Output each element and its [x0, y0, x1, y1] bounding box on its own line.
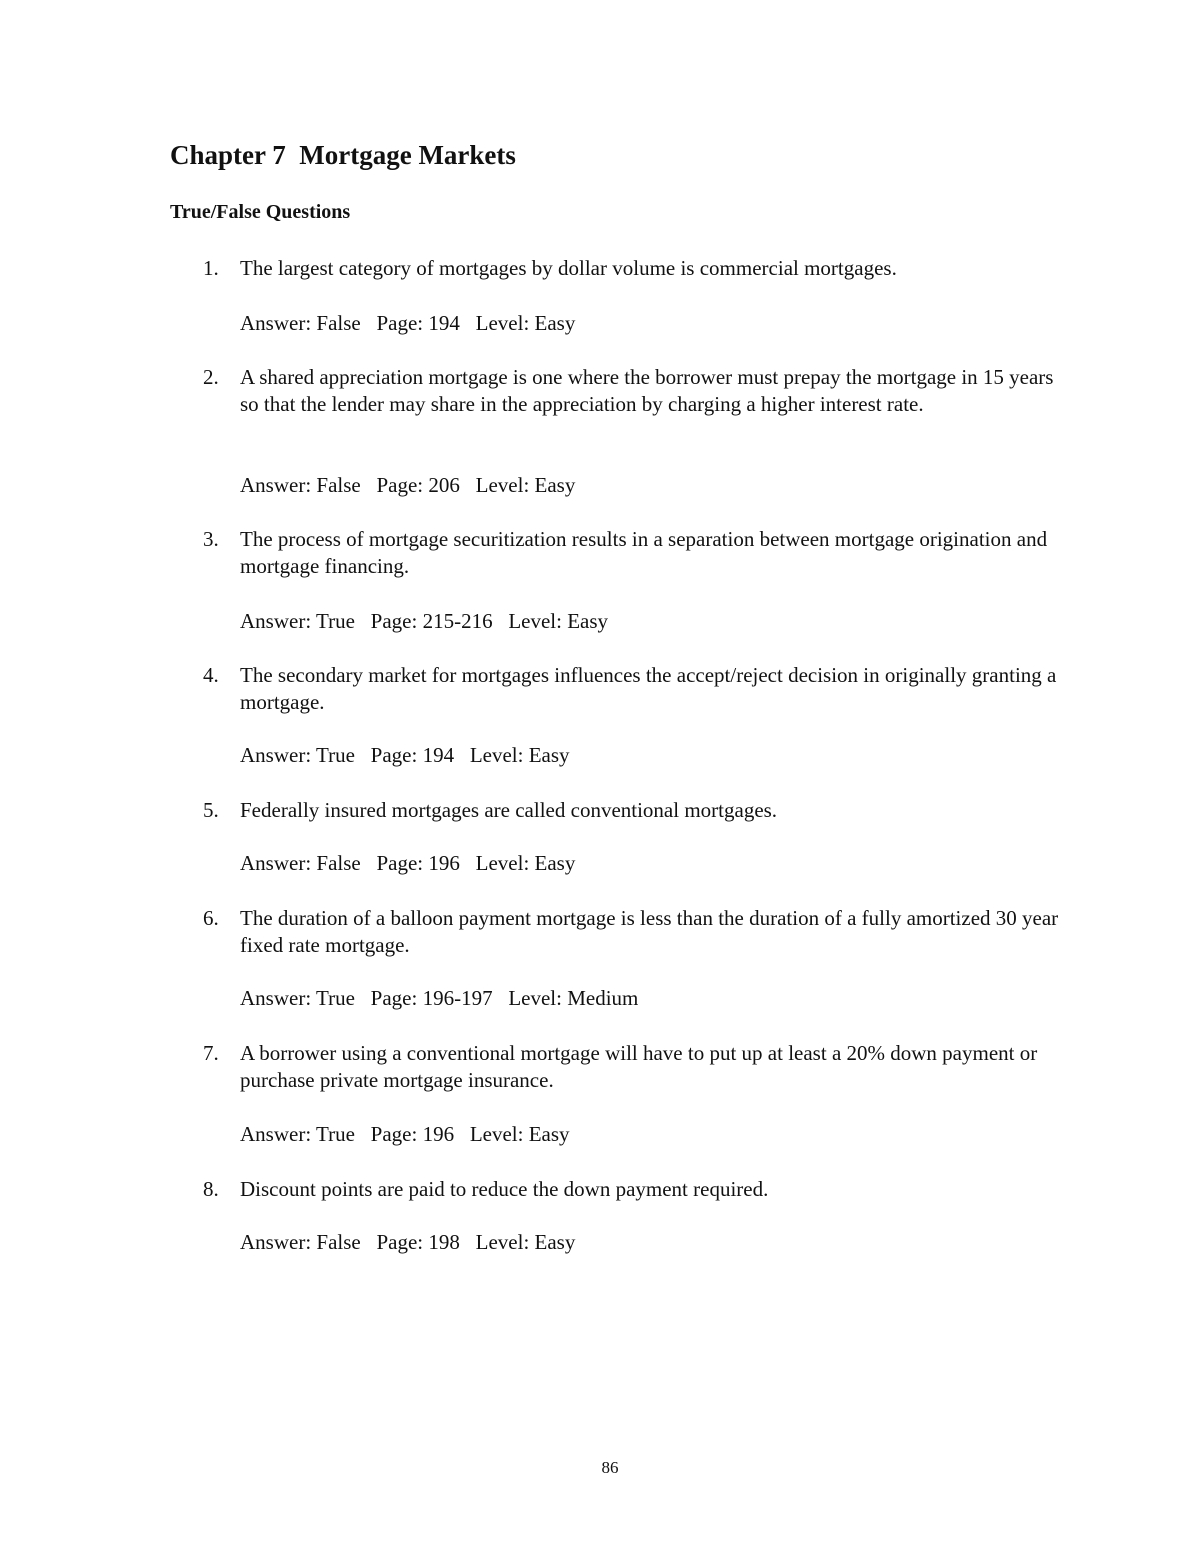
answer-line: Answer: False Page: 206 Level: Easy [240, 473, 576, 497]
answer-line: Answer: True Page: 215-216 Level: Easy [240, 609, 609, 633]
question-text: The process of mortgage securitization results in a separation between mortgage origination and mortgage financing. [240, 527, 1048, 578]
question-text: A borrower using a conventional mortgage will have to put up at least a 20% down payment or purchase private mortgage insurance. [240, 1041, 1038, 1092]
question-number: 1. [203, 256, 219, 280]
question-number: 7. [203, 1041, 219, 1065]
question-number: 8. [203, 1177, 219, 1201]
chapter-title: Chapter 7 Mortgage Markets [170, 140, 516, 170]
question-number: 3. [203, 527, 219, 551]
section-heading: True/False Questions [170, 201, 351, 223]
page-number: 86 [601, 1458, 619, 1477]
answer-line: Answer: True Page: 194 Level: Easy [240, 743, 570, 767]
question-number: 4. [203, 663, 219, 687]
question-text: Federally insured mortgages are called conventional mortgages. [240, 798, 778, 822]
answer-line: Answer: False Page: 198 Level: Easy [240, 1230, 576, 1254]
question-text: The secondary market for mortgages influences the accept/reject decision in originally granting a mortgage. [240, 663, 1057, 714]
question-text: The duration of a balloon payment mortgage is less than the duration of a fully amortized 30 year fixed rate mortgage. [240, 906, 1059, 957]
answer-line: Answer: True Page: 196 Level: Easy [240, 1122, 570, 1146]
question-text: The largest category of mortgages by dollar volume is commercial mortgages. [240, 256, 897, 280]
answer-line: Answer: False Page: 194 Level: Easy [240, 311, 576, 335]
question-number: 5. [203, 798, 219, 822]
answer-line: Answer: False Page: 196 Level: Easy [240, 851, 576, 875]
question-number: 6. [203, 906, 219, 930]
answer-line: Answer: True Page: 196-197 Level: Medium [240, 986, 639, 1010]
question-text: A shared appreciation mortgage is one where the borrower must prepay the mortgage in 15 years so that the lender may share in the appreciation by charging a higher interest rate. [240, 365, 1054, 416]
question-number: 2. [203, 365, 219, 389]
question-text: Discount points are paid to reduce the down payment required. [240, 1177, 769, 1201]
